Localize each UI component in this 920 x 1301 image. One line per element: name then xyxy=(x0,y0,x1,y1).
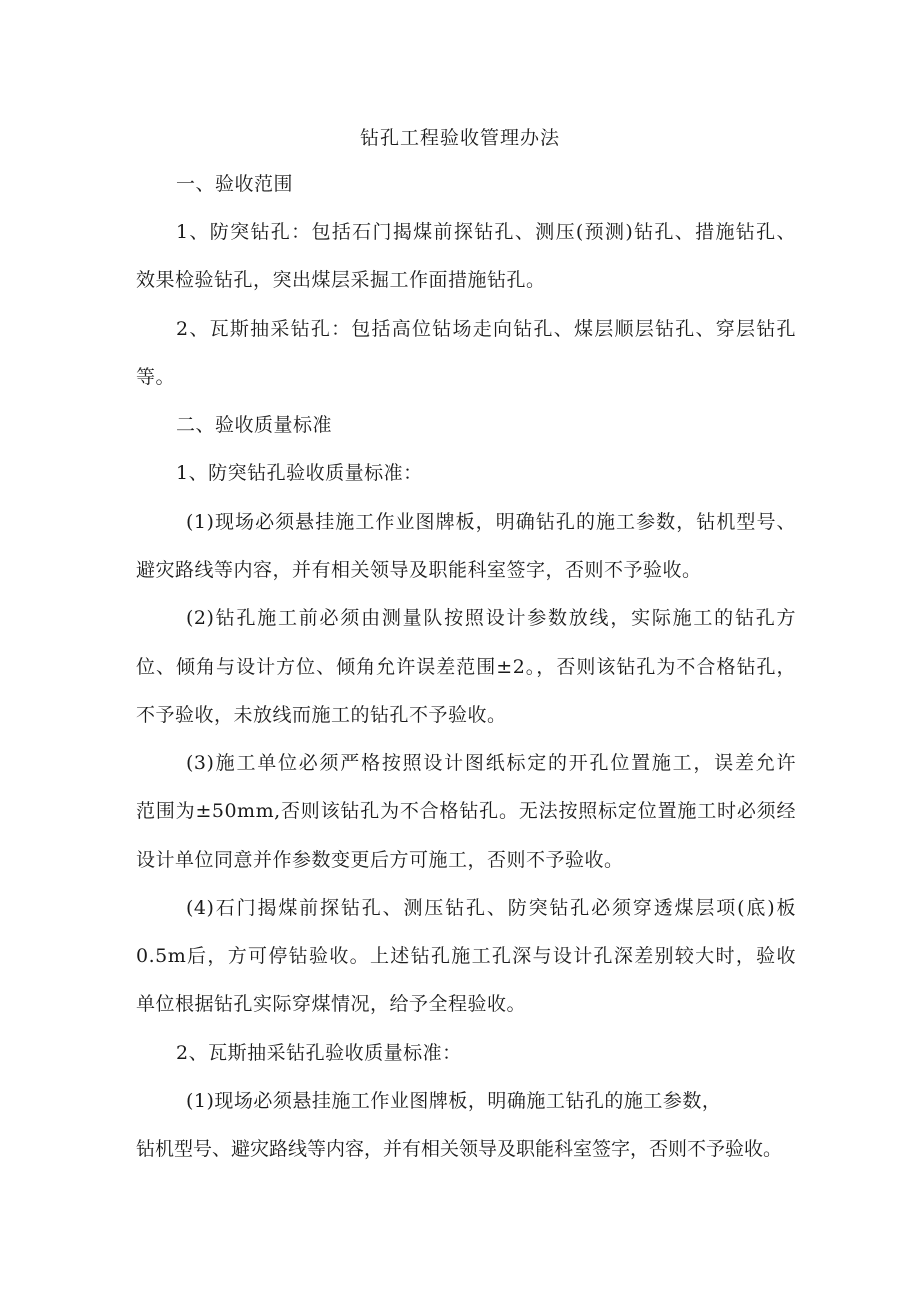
paragraph-line: (2)钻孔施工前必须由测量队按照设计参数放线，实际施工的钻孔方 xyxy=(186,607,796,629)
paragraph-line: 单位根据钻孔实际穿煤情况，给予全程验收。 xyxy=(136,993,527,1015)
paragraph-line: (4)石门揭煤前探钻孔、测压钻孔、防突钻孔必须穿透煤层项(底)板 xyxy=(186,897,796,919)
paragraph-line: 不予验收，未放线而施工的钻孔不予验收。 xyxy=(136,704,507,726)
paragraph-line: 钻机型号、避灾路线等内容，并有相关领导及职能科室签字，否则不予验收。 xyxy=(136,1138,783,1160)
paragraph-line: 设计单位同意并作参数变更后方可施工，否则不予验收。 xyxy=(136,849,624,871)
paragraph-line: 位、倾角与设计方位、倾角允许误差范围±2。，否则该钻孔为不合格钻孔， xyxy=(136,656,796,678)
section-heading-quality-standards: 二、验收质量标准 xyxy=(176,414,333,436)
paragraph-line: 范围为±50mm,否则该钻孔为不合格钻孔。无法按照标定位置施工时必须经 xyxy=(136,800,796,822)
paragraph-line: (1)现场必须悬挂施工作业图牌板，明确施工钻孔的施工参数， xyxy=(186,1090,722,1112)
paragraph-line: 等。 xyxy=(136,366,176,388)
subsection-heading: 2、瓦斯抽采钻孔验收质量标准： xyxy=(176,1042,462,1064)
paragraph-line: (3)施工单位必须严格按照设计图纸标定的开孔位置施工，误差允许 xyxy=(186,752,796,774)
paragraph-line: (1)现场必须悬挂施工作业图牌板，明确钻孔的施工参数，钻机型号、 xyxy=(186,511,796,533)
paragraph-line: 2、瓦斯抽采钻孔：包括高位钻场走向钻孔、煤层顺层钻孔、穿层钻孔 xyxy=(176,318,796,340)
paragraph-line: 效果检验钻孔，突出煤层采掘工作面措施钻孔。 xyxy=(136,269,546,291)
subsection-heading: 1、防突钻孔验收质量标准： xyxy=(176,462,423,484)
paragraph-line: 1、防突钻孔：包括石门揭煤前探钻孔、测压(预测)钻孔、措施钻孔、 xyxy=(176,221,796,243)
paragraph-line: 0.5m后，方可停钻验收。上述钻孔施工孔深与设计孔深差别较大时，验收 xyxy=(136,945,796,967)
document-title: 钻孔工程验收管理办法 xyxy=(359,127,560,149)
section-heading-acceptance-scope: 一、验收范围 xyxy=(176,173,294,195)
paragraph-line: 避灾路线等内容，并有相关领导及职能科室签字，否则不予验收。 xyxy=(136,559,702,581)
